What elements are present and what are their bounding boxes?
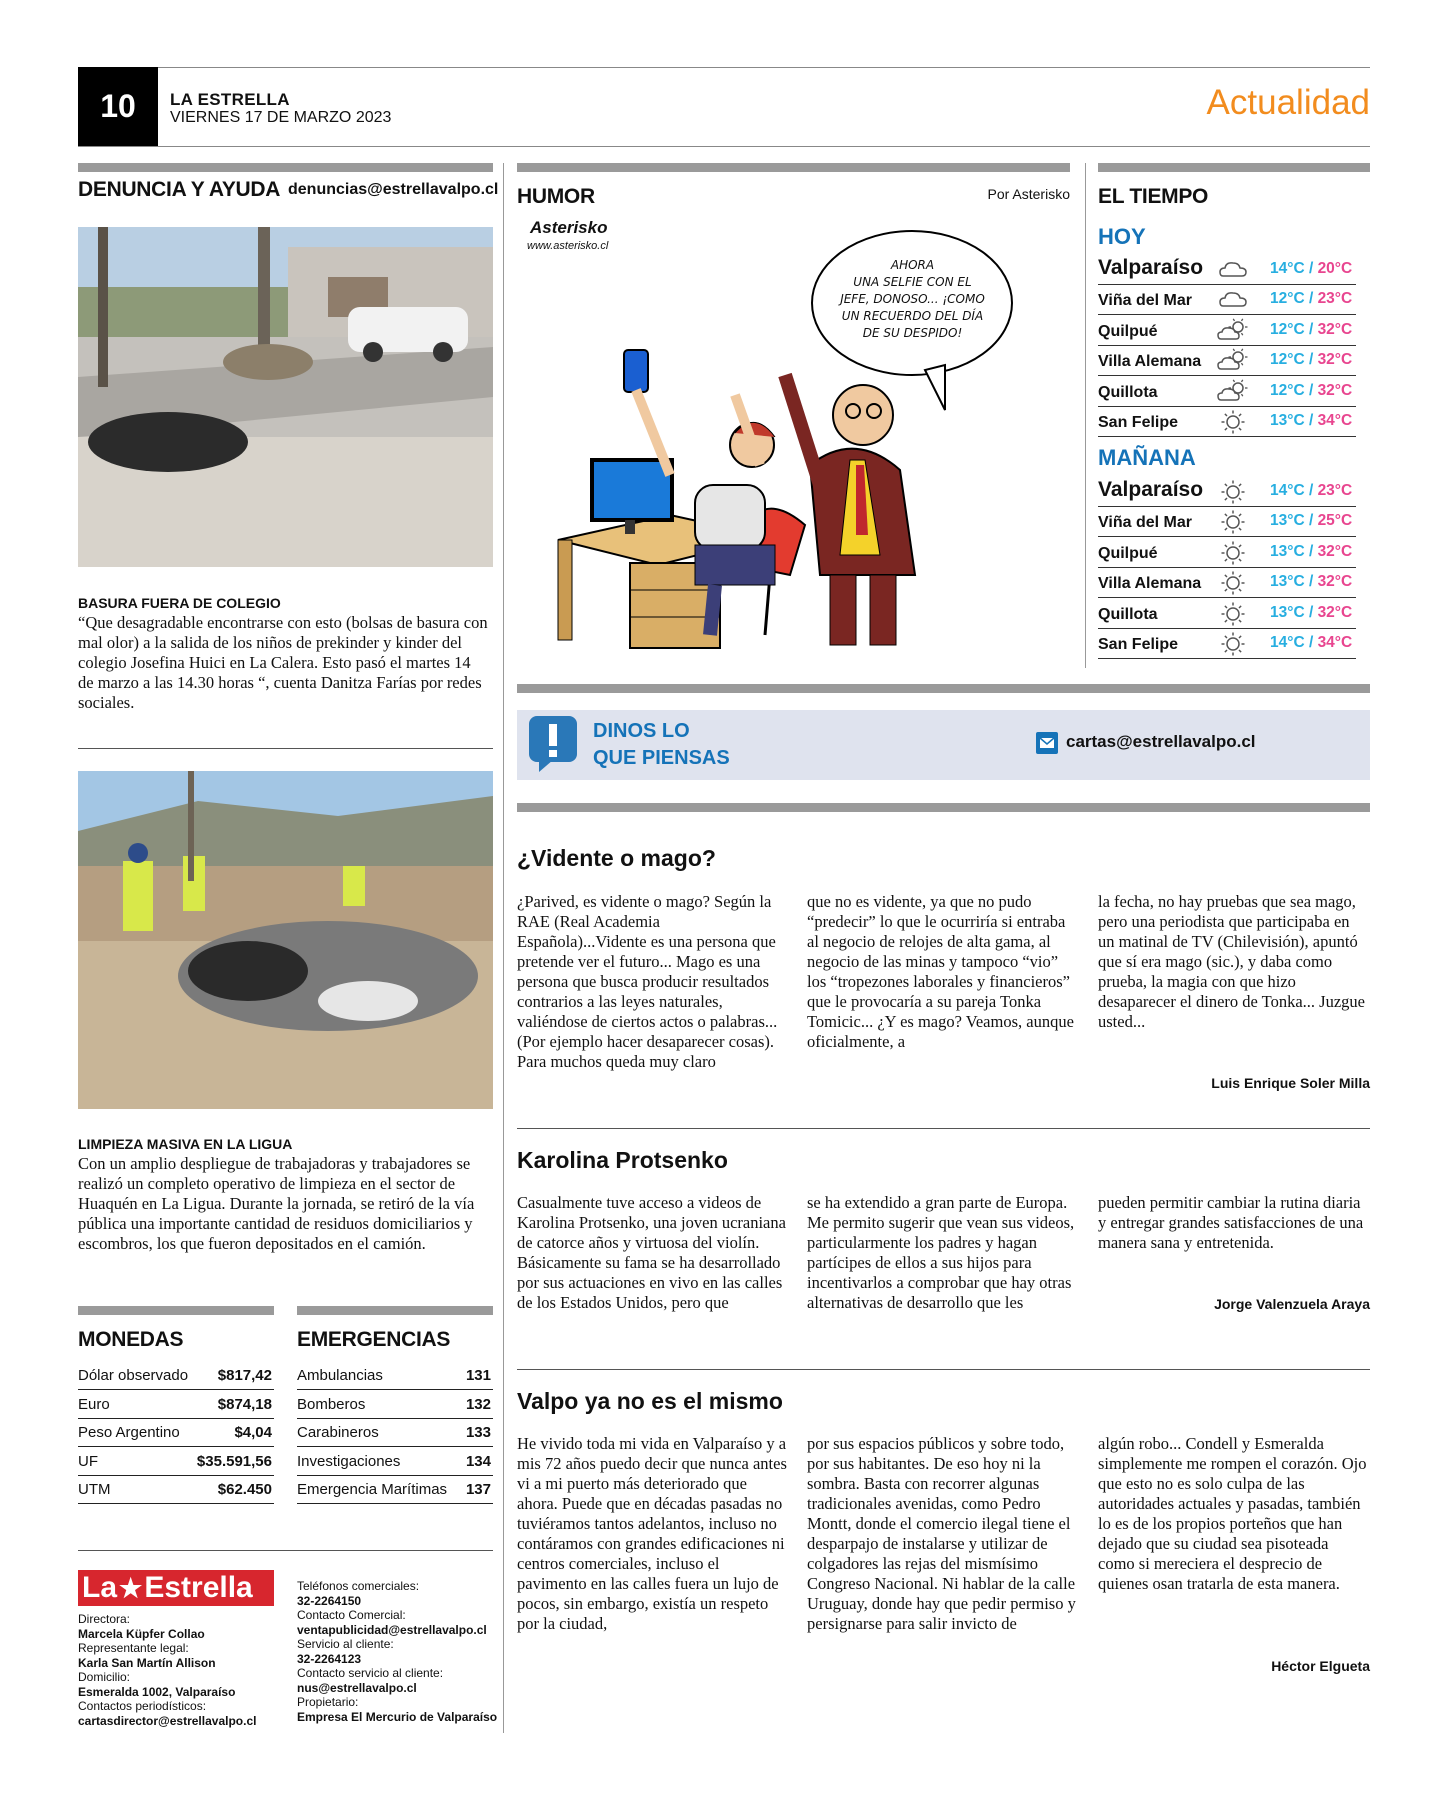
temp-min: 13°C bbox=[1270, 603, 1305, 621]
letter-title: ¿Vidente o mago? bbox=[517, 845, 716, 871]
letter-column: Casualmente tuve acceso a videos de Karolina Protsenko, una joven ucraniana de catorce años y virtuosa del violín. Básicamente su fama se ha desarrollado por sus actuaciones en vivo en las calles de los Estados Unidos, pero que bbox=[517, 1193, 786, 1312]
divider bbox=[78, 748, 493, 749]
temp-separator: / bbox=[1304, 542, 1318, 560]
weather-row bbox=[1098, 472, 1356, 507]
row-value: 137 bbox=[465, 1481, 491, 1498]
weather-row bbox=[1098, 506, 1356, 537]
row-label: Dólar observado bbox=[78, 1367, 189, 1384]
table-row bbox=[297, 1447, 493, 1476]
row-label: Investigaciones bbox=[297, 1452, 401, 1470]
weather-row bbox=[1098, 250, 1356, 285]
weather-temps bbox=[1270, 634, 1352, 652]
temp-min: 12°C bbox=[1270, 351, 1305, 369]
weather-city: Quillota bbox=[1098, 605, 1158, 623]
imprint-value: Marcela Küpfer Collao bbox=[78, 1626, 205, 1641]
table-row bbox=[78, 1361, 274, 1390]
table-row bbox=[297, 1361, 493, 1390]
mail-icon bbox=[1036, 732, 1058, 754]
sun-icon bbox=[1216, 630, 1250, 656]
imprint-value: Empresa El Mercurio de Valparaíso bbox=[297, 1709, 498, 1724]
weather-row bbox=[1098, 345, 1356, 376]
partly-sunny-icon bbox=[1216, 378, 1250, 404]
section-bar bbox=[78, 1306, 274, 1315]
section-bar bbox=[78, 163, 493, 172]
temp-min: 12°C bbox=[1270, 320, 1305, 338]
weather-row bbox=[1098, 598, 1356, 629]
temp-separator: / bbox=[1304, 260, 1318, 277]
issue-date: VIERNES 17 DE MARZO 2023 bbox=[170, 109, 392, 126]
dinos-title-line2: QUE PIENSAS bbox=[593, 747, 730, 769]
temp-min: 13°C bbox=[1270, 512, 1305, 529]
letter-column: ¿Parived, es vidente o mago? Según la RAE (Real Academia Española)...Vidente es una persona que pretende ver el futuro... Mago es una persona que busca producir resultados contrarios a las leyes naturales, valiéndose de ciertos actos o palabras... (Por ejemplo hacer desaparecer cosas). Para muchos queda muy claro bbox=[517, 892, 778, 1071]
weather-temps bbox=[1270, 543, 1352, 561]
temp-min: 13°C bbox=[1270, 573, 1305, 591]
temp-max: 34°C bbox=[1317, 412, 1353, 430]
bubble-line: UN RECUERDO DEL DÍA bbox=[841, 309, 984, 323]
weather-today-label: HOY bbox=[1098, 224, 1146, 249]
row-value: $874,18 bbox=[217, 1395, 272, 1413]
row-value: $62.450 bbox=[217, 1481, 272, 1498]
weather-city: Viña del Mar bbox=[1098, 514, 1192, 531]
weather-city: Viña del Mar bbox=[1098, 292, 1192, 309]
exclamation-icon bbox=[527, 714, 579, 774]
letter-title: Valpo ya no es el mismo bbox=[517, 1388, 783, 1414]
dinos-email[interactable]: cartas@estrellavalpo.cl bbox=[1066, 732, 1256, 751]
dinos-title-line1: DINOS LO bbox=[593, 720, 690, 742]
row-label: UF bbox=[78, 1452, 98, 1470]
la-estrella-logo bbox=[78, 1570, 274, 1606]
row-value: 133 bbox=[465, 1424, 491, 1441]
row-label: UTM bbox=[78, 1481, 111, 1498]
temp-max: 32°C bbox=[1317, 573, 1353, 591]
letter-author: Luis Enrique Soler Milla bbox=[1211, 1075, 1370, 1091]
imprint-label: Contacto servicio al cliente: bbox=[297, 1666, 444, 1680]
imprint-value: 32-2264150 bbox=[297, 1593, 362, 1608]
humor-byline: Por Asterisko bbox=[987, 186, 1070, 202]
section-bar bbox=[517, 684, 1370, 693]
bubble-line: DE SU DESPIDO! bbox=[862, 326, 963, 340]
cartoonist-logo: Asterisko bbox=[530, 218, 608, 237]
sun-icon bbox=[1216, 569, 1250, 595]
temp-separator: / bbox=[1304, 634, 1318, 652]
row-value: 132 bbox=[465, 1395, 491, 1413]
monedas-title: MONEDAS bbox=[78, 1328, 184, 1351]
weather-city: Villa Alemana bbox=[1098, 575, 1202, 593]
weather-temps bbox=[1270, 351, 1352, 369]
temp-min: 14°C bbox=[1270, 260, 1305, 277]
denuncia-title: DENUNCIA Y AYUDA bbox=[78, 178, 281, 201]
temp-max: 32°C bbox=[1317, 351, 1353, 369]
bubble-line: JEFE, DONOSO... ¡COMO bbox=[840, 292, 985, 306]
letter-column: se ha extendido a gran parte de Europa. Me permito sugerir que vean sus videos, particularmente los padres y hagan partícipes de ellos a sus hijos para incentivarlos a comprobar que hay otras alternativas de desarrollo que les bbox=[807, 1193, 1075, 1312]
photo-cleanup-la-ligua bbox=[78, 771, 493, 1109]
caption-title: LIMPIEZA MASIVA EN LA LIGUA bbox=[78, 1136, 293, 1152]
letter-column: pueden permitir cambiar la rutina diaria y entregar grandes satisfacciones de una manera sana y entretenida. bbox=[1098, 1193, 1364, 1252]
page-number: 10 bbox=[78, 67, 158, 146]
letter-author: Héctor Elgueta bbox=[1271, 1658, 1370, 1674]
weather-row bbox=[1098, 567, 1356, 598]
header-bottom-rule bbox=[78, 146, 1370, 147]
row-value: $35.591,56 bbox=[196, 1452, 272, 1470]
section-bar bbox=[517, 803, 1370, 812]
cartoonist-url: www.asterisko.cl bbox=[527, 240, 609, 252]
weather-city: Quilpué bbox=[1098, 322, 1158, 340]
weather-temps bbox=[1270, 412, 1352, 430]
weather-city: Valparaíso bbox=[1098, 256, 1204, 279]
bubble-line: UNA SELFIE CON EL bbox=[853, 275, 972, 289]
weather-city: Quilpué bbox=[1098, 544, 1158, 562]
imprint-value: nus@estrellavalpo.cl bbox=[297, 1680, 417, 1695]
row-value: 134 bbox=[465, 1452, 491, 1470]
humor-title: HUMOR bbox=[517, 185, 595, 208]
temp-max: 32°C bbox=[1317, 381, 1353, 399]
temp-min: 13°C bbox=[1270, 412, 1305, 430]
weather-temps bbox=[1270, 290, 1352, 308]
imprint-label: Directora: bbox=[78, 1612, 131, 1626]
imprint-label: Servicio al cliente: bbox=[297, 1637, 394, 1651]
weather-temps bbox=[1270, 321, 1352, 339]
table-row bbox=[78, 1475, 274, 1504]
partly-sunny-icon bbox=[1216, 317, 1250, 343]
caption-title: BASURA FUERA DE COLEGIO bbox=[78, 595, 281, 611]
temp-separator: / bbox=[1304, 412, 1318, 430]
row-label: Ambulancias bbox=[297, 1367, 383, 1384]
temp-separator: / bbox=[1304, 290, 1318, 307]
row-label: Emergencia Marítimas bbox=[297, 1481, 448, 1498]
weather-city: Quillota bbox=[1098, 383, 1158, 401]
section-bar bbox=[517, 163, 1070, 172]
temp-min: 14°C bbox=[1270, 482, 1305, 499]
weather-title: EL TIEMPO bbox=[1098, 185, 1209, 208]
weather-temps bbox=[1270, 604, 1352, 622]
cloud-icon bbox=[1216, 286, 1250, 312]
logo-estrella: Estrella bbox=[144, 1571, 253, 1604]
temp-max: 25°C bbox=[1317, 512, 1353, 529]
imprint-value: Karla San Martín Allison bbox=[78, 1655, 216, 1670]
row-value: $817,42 bbox=[217, 1367, 272, 1384]
table-row bbox=[297, 1418, 493, 1447]
sun-icon bbox=[1216, 408, 1250, 434]
weather-row bbox=[1098, 376, 1356, 407]
column-divider bbox=[503, 163, 504, 1733]
star-icon: ★ bbox=[119, 1572, 143, 1603]
temp-max: 23°C bbox=[1317, 290, 1353, 307]
temp-max: 20°C bbox=[1317, 260, 1353, 277]
letter-column: algún robo... Condell y Esmeralda simplemente me rompen el corazón. Ojo que esto no es solo culpa de las autoridades actuales y pasadas, también lo es de los propios porteños que han dejado que su ciudad sea pisoteada como si mereciera el desprecio de quienes osan tratarla de esta manera. bbox=[1098, 1434, 1367, 1593]
divider bbox=[517, 1369, 1370, 1370]
weather-tomorrow-label: MAÑANA bbox=[1098, 445, 1196, 470]
sun-icon bbox=[1216, 478, 1250, 504]
table-row bbox=[78, 1447, 274, 1476]
temp-separator: / bbox=[1304, 351, 1318, 369]
bubble-line: AHORA bbox=[890, 258, 935, 272]
row-label: Bomberos bbox=[297, 1395, 366, 1413]
sun-icon bbox=[1216, 600, 1250, 626]
cloud-icon bbox=[1216, 256, 1250, 282]
imprint-value: Esmeralda 1002, Valparaíso bbox=[78, 1684, 236, 1699]
column-divider bbox=[1085, 163, 1086, 668]
row-label: Carabineros bbox=[297, 1424, 379, 1441]
temp-min: 13°C bbox=[1270, 542, 1305, 560]
weather-city: San Felipe bbox=[1098, 414, 1179, 432]
temp-separator: / bbox=[1304, 320, 1318, 338]
paper-name: LA ESTRELLA bbox=[170, 90, 290, 109]
row-value: $4,04 bbox=[234, 1424, 272, 1441]
temp-separator: / bbox=[1304, 603, 1318, 621]
table-row bbox=[297, 1475, 493, 1504]
letter-title: Karolina Protsenko bbox=[517, 1147, 728, 1173]
speech-bubble-text bbox=[830, 257, 995, 342]
imprint-label: Contacto Comercial: bbox=[297, 1608, 406, 1622]
imprint-label: Teléfonos comerciales: bbox=[297, 1579, 420, 1593]
temp-separator: / bbox=[1304, 573, 1318, 591]
temp-max: 32°C bbox=[1317, 603, 1353, 621]
weather-temps bbox=[1270, 573, 1352, 591]
weather-row bbox=[1098, 406, 1356, 437]
imprint-value: ventapublicidad@estrellavalpo.cl bbox=[297, 1622, 487, 1637]
imprint-value: cartasdirector@estrellavalpo.cl bbox=[78, 1713, 257, 1728]
weather-row bbox=[1098, 315, 1356, 346]
imprint-left bbox=[78, 1612, 278, 1728]
letter-author: Jorge Valenzuela Araya bbox=[1214, 1296, 1370, 1312]
weather-row bbox=[1098, 628, 1356, 659]
divider bbox=[517, 1128, 1370, 1129]
weather-city: Villa Alemana bbox=[1098, 353, 1202, 371]
section-bar bbox=[1098, 163, 1370, 172]
caption-text: “Que desagradable encontrarse con esto (bolsas de basura con mal olor) a la salida de los niños de prekinder y kinder del colegio Josefina Huici en La Calera. Esto pasó el martes 14 de marzo a las 14.30 horas “, cuenta Danitza Farías por redes sociales. bbox=[78, 613, 488, 712]
imprint-right bbox=[297, 1579, 507, 1724]
row-label: Euro bbox=[78, 1395, 110, 1413]
letter-column: He vivido toda mi vida en Valparaíso y a mis 72 años puedo decir que nunca antes vi a mi puerto más deteriorado que ahora. Puede que en décadas pasadas no tuviéramos tantos adelantos, incluso no contáramos con grandes edificaciones ni centros comerciales, incluso el pavimento en las calles fuera un lujo de pocos, sin embargo, existía un respeto por la ciudad, bbox=[517, 1434, 787, 1633]
temp-max: 34°C bbox=[1317, 634, 1353, 652]
table-row bbox=[297, 1390, 493, 1419]
weather-temps bbox=[1270, 382, 1352, 400]
sun-icon bbox=[1216, 539, 1250, 565]
logo-la: La bbox=[82, 1571, 118, 1604]
header-top-rule bbox=[78, 67, 1370, 68]
section-title: Actualidad bbox=[1206, 83, 1370, 122]
imprint-label: Representante legal: bbox=[78, 1641, 189, 1655]
divider bbox=[78, 1550, 493, 1551]
partly-sunny-icon bbox=[1216, 347, 1250, 373]
letter-column: la fecha, no hay pruebas que sea mago, pero una periodista que participaba en un matinal de TV (Chilevisión), apuntó que sí era mago (sic.), y daba como prueba, la magia con que hizo desaparecer el dinero de Tonka... Juzgue usted... bbox=[1098, 892, 1366, 1031]
weather-temps bbox=[1270, 482, 1352, 500]
table-row bbox=[78, 1418, 274, 1447]
temp-separator: / bbox=[1304, 482, 1318, 499]
temp-min: 12°C bbox=[1270, 381, 1305, 399]
weather-temps bbox=[1270, 512, 1352, 530]
row-value: 131 bbox=[465, 1367, 491, 1384]
temp-separator: / bbox=[1304, 381, 1318, 399]
emergencias-title: EMERGENCIAS bbox=[297, 1328, 451, 1351]
table-row bbox=[78, 1390, 274, 1419]
weather-row bbox=[1098, 537, 1356, 568]
weather-city: Valparaíso bbox=[1098, 478, 1204, 501]
temp-separator: / bbox=[1304, 512, 1318, 529]
letter-column: que no es vidente, ya que no pudo “predecir” lo que le ocurriría si entraba al negocio de relojes de alta gama, al negocio de las minas y tampoco “vio” los “tropezones laborales y financieros” que le provocaría a su pareja Tonka Tomicic... ¿Y es mago? Veamos, aunque oficialmente, a bbox=[807, 892, 1074, 1051]
row-label: Peso Argentino bbox=[78, 1424, 180, 1441]
sun-icon bbox=[1216, 508, 1250, 534]
temp-max: 32°C bbox=[1317, 320, 1353, 338]
letter-column: por sus espacios públicos y sobre todo, por sus habitantes. De eso hoy ni la sombra. Basta con recorrer algunas tradicionales avenidas, como Pedro Montt, donde el comercio ilegal tiene el desparpajo de instalarse y utilizar de colgadores las rejas del mismísimo Congreso Nacional. Ni hablar de la calle Uruguay, donde hay que pedir permiso y persignarse para salir invicto de bbox=[807, 1434, 1076, 1633]
temp-max: 23°C bbox=[1317, 482, 1353, 499]
temp-min: 14°C bbox=[1270, 634, 1305, 652]
caption-text: Con un amplio despliegue de trabajadoras y trabajadores se realizó un completo operativo de limpieza en el sector de Huaquén en La Ligua. Durante la jornada, se retiró de la vía pública una importante cantidad de residuos domiciliarios y escombros, los que fueron depositados en el camión. bbox=[78, 1154, 475, 1253]
imprint-label: Contactos periodísticos: bbox=[78, 1699, 207, 1713]
temp-max: 32°C bbox=[1317, 542, 1353, 560]
photo-trash-school bbox=[78, 227, 493, 567]
denuncia-email[interactable]: denuncias@estrellavalpo.cl bbox=[288, 181, 499, 198]
section-bar bbox=[297, 1306, 493, 1315]
weather-temps bbox=[1270, 260, 1352, 278]
imprint-label: Domicilio: bbox=[78, 1670, 131, 1684]
imprint-value: 32-2264123 bbox=[297, 1651, 362, 1666]
weather-city: San Felipe bbox=[1098, 636, 1179, 654]
weather-row bbox=[1098, 284, 1356, 315]
imprint-label: Propietario: bbox=[297, 1695, 359, 1709]
temp-min: 12°C bbox=[1270, 290, 1305, 307]
